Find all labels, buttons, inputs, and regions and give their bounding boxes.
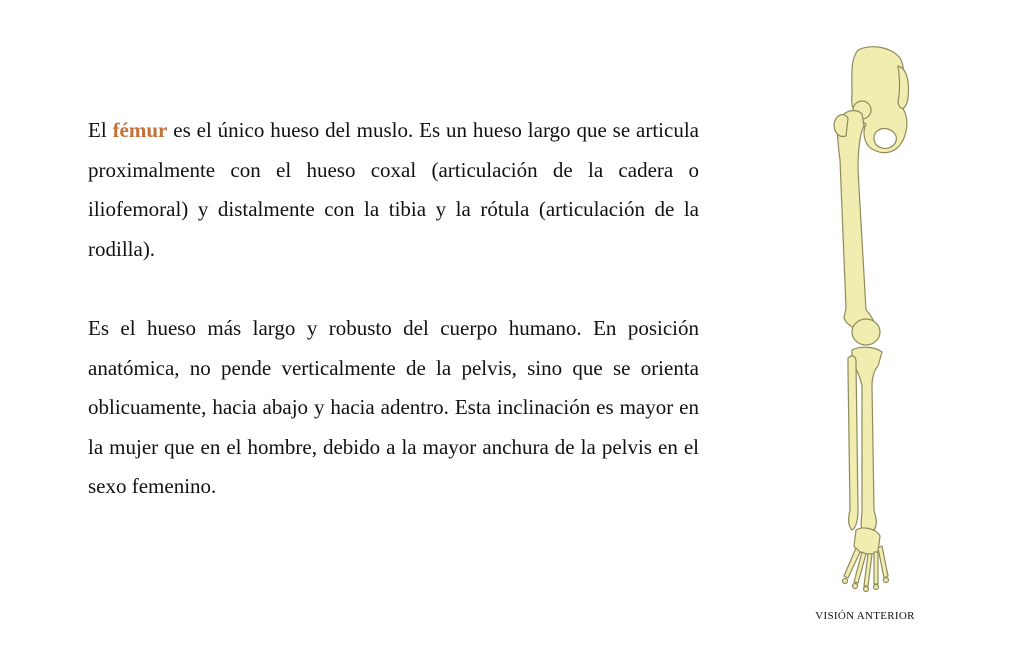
patella	[852, 319, 880, 345]
fibula-bone	[848, 356, 858, 530]
leg-skeleton-figure	[800, 40, 930, 600]
sacrum	[898, 66, 909, 108]
paragraph-femur-intro	[88, 111, 699, 269]
intro-rest: es el único hueso del muslo. Es un hueso largo que se articula proximalmente con el hueso coxal (articulación de la cadera o iliofemoral) y distalmente con la tibia y la rótula (articulación de la rodilla).	[88, 118, 699, 261]
body-text	[88, 111, 699, 547]
figure-caption: VISIÓN ANTERIOR	[815, 610, 915, 622]
obturator-foramen	[874, 129, 896, 149]
greater-trochanter	[834, 115, 848, 137]
paragraph-femur-orientation: Es el hueso más largo y robusto del cuerpo humano. En posición anatómica, no pende verticalmente de la pelvis, sino que se orienta oblicuamente, hacia abajo y hacia adentro. Esta inclinación es mayor en la mujer que en el hombre, debido a la mayor anchura de la pelvis en el sexo femenino.	[88, 316, 699, 498]
femur-term: fémur	[112, 118, 168, 142]
intro-prefix: El	[88, 118, 113, 142]
leg-skeleton-illustration	[800, 40, 930, 600]
